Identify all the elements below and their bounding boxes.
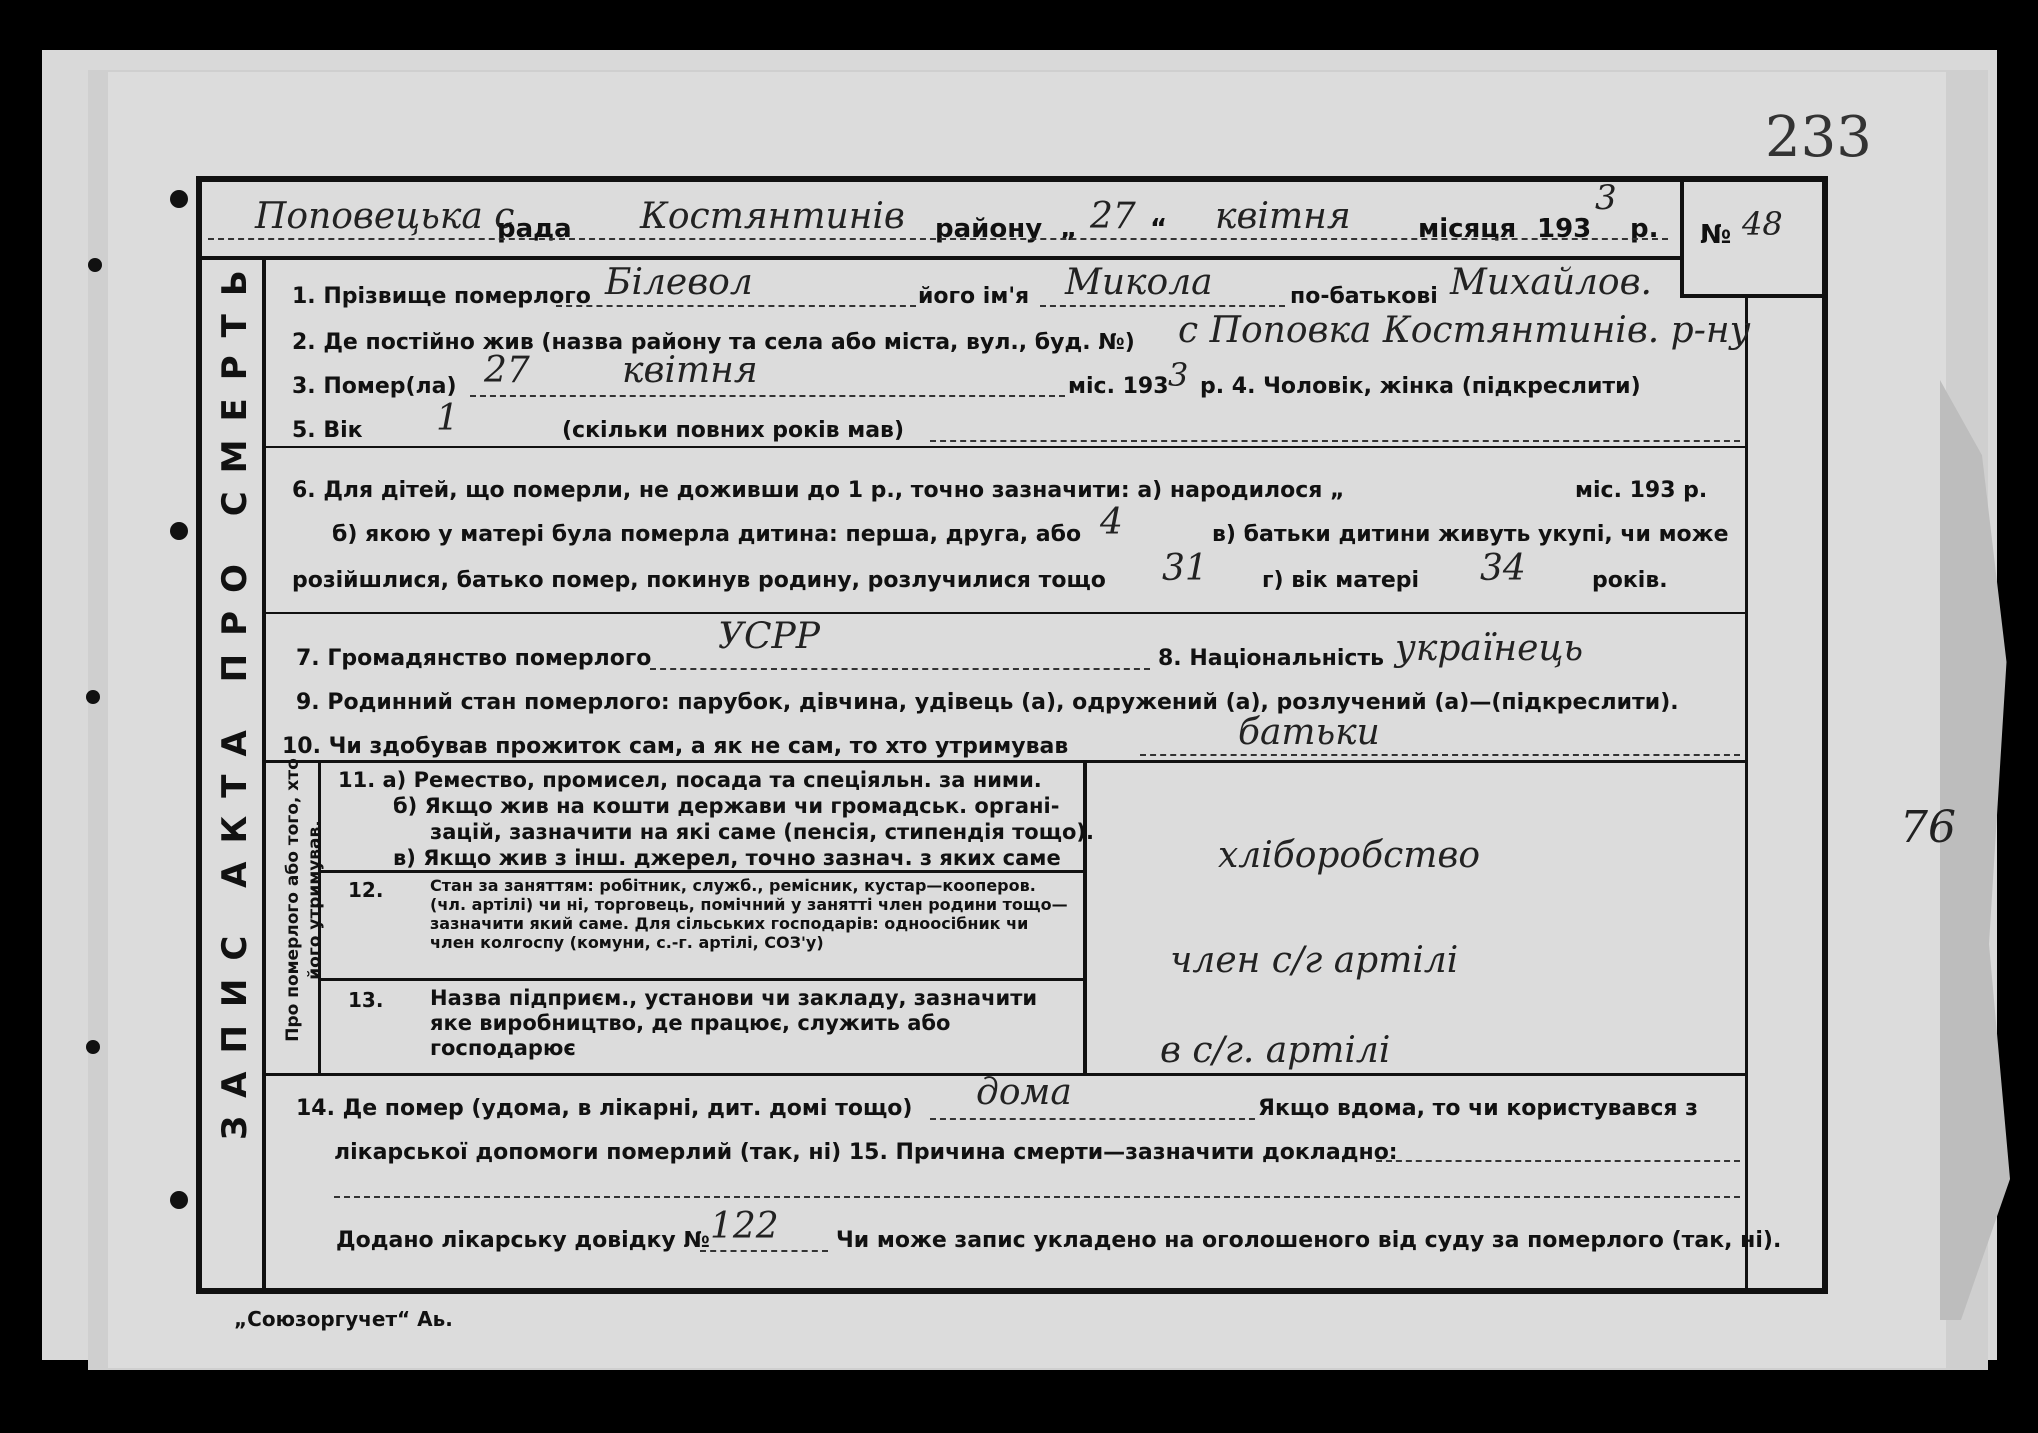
- punch-hole: [170, 190, 188, 208]
- header-divider: [196, 256, 1684, 260]
- f14-label: 14. Де помер (удома, в лікарні, дит. домі тощо): [296, 1096, 913, 1121]
- fill-line: [930, 1118, 1255, 1120]
- name-value: Микола: [1065, 262, 1213, 303]
- number-box-border: [1680, 294, 1828, 298]
- district-handwritten: Костянтинів: [640, 196, 905, 237]
- employment-status-value: член с/г артілі: [1170, 940, 1459, 981]
- name-label: його ім'я: [918, 284, 1030, 309]
- day-handwritten: 27: [1090, 196, 1136, 237]
- f4-sex-label: р. 4. Чоловік, жінка (підкреслити): [1200, 374, 1641, 399]
- f6-line3b: г) вік матері: [1262, 568, 1420, 593]
- f13-number: 13.: [348, 988, 384, 1012]
- f2-label: 2. Де постійно жив (назва району та села або міста, вул., буд. №): [292, 330, 1135, 355]
- f11-line: 11. а) Ремество, промисел, посада та спеціяльн. за ними.: [338, 768, 1042, 792]
- attachment-label: Додано лікарську довідку №: [336, 1228, 710, 1253]
- f6-line2a: б) якою у матері була померла дитина: перша, друга, або: [332, 522, 1082, 547]
- attachment-number: 122: [710, 1206, 779, 1247]
- supporter-value: батьки: [1238, 712, 1380, 753]
- section-divider: [266, 446, 1746, 448]
- place-of-death-value: дома: [976, 1072, 1072, 1113]
- f13-text: Назва підприєм., установи чи закладу, зазначити яке виробництво, де працює, служить або господарює: [430, 986, 1038, 1060]
- punch-hole: [170, 522, 188, 540]
- f11-line: зацій, зазначити на які саме (пенсія, стипендія тощо).: [430, 820, 1094, 844]
- fill-line: [650, 668, 1150, 670]
- side-number: 76: [1900, 802, 1956, 853]
- fill-line: [1376, 1160, 1740, 1162]
- f14-tail: Якщо вдома, то чи користувався з: [1258, 1096, 1698, 1121]
- village-handwritten: Поповецька с: [255, 196, 515, 237]
- year-handwritten: 3: [1595, 178, 1617, 218]
- mother-age-value: 34: [1480, 548, 1526, 589]
- header-fill-line: [208, 238, 1668, 240]
- month-label: місяця: [1418, 214, 1517, 244]
- f5-hint: (скільки повних років мав): [562, 418, 905, 443]
- f5-label: 5. Вік: [292, 418, 363, 443]
- fill-line: [930, 440, 1740, 442]
- f6-line1-tail: міс. 193 р.: [1575, 478, 1708, 503]
- child-order-value: 4: [1100, 502, 1123, 543]
- punch-hole: [86, 1040, 100, 1054]
- citizenship-value: УСРР: [718, 616, 821, 657]
- attachment-tail: Чи може запис укладено на оголошеного від суду за померлого (так, ні).: [836, 1228, 1782, 1253]
- rada-label: рада: [497, 214, 572, 244]
- occupation-value: хліборобство: [1218, 835, 1481, 876]
- f7-label: 7. Громадянство померлого: [296, 646, 652, 671]
- vertical-title-divider: [262, 258, 266, 1292]
- section-divider: [266, 760, 1746, 763]
- fill-line: [1040, 305, 1285, 307]
- f9-marital-status: 9. Родинний стан померлого: парубок, дівчина, удівець (а), одружений (а), розлучений (а)—(підкреслити).: [296, 690, 1679, 715]
- death-year-label: міс. 193: [1068, 374, 1169, 399]
- section-divider: [266, 612, 1746, 614]
- death-day-value: 27: [484, 350, 530, 391]
- f6-line2b: в) батьки дитини живуть укупі, чи може: [1212, 522, 1729, 547]
- f10-label: 10. Чи здобував прожиток сам, а як не сам, то хто утримував: [282, 734, 1069, 759]
- occupation-vertical-subtitle: Про померлого або того, хто його утримував.: [283, 758, 325, 1042]
- residence-value: с Поповка Костянтинів. р-ну: [1178, 310, 1751, 351]
- death-month-value: квітня: [622, 350, 758, 391]
- row-divider: [321, 870, 1085, 873]
- publisher-mark: „Союзоргучет“ Аь.: [234, 1307, 453, 1331]
- vertical-form-title: ЗАПИС АКТА ПРО СМЕРТЬ: [215, 252, 255, 1140]
- f3-label: 3. Помер(ла): [292, 374, 457, 399]
- punch-hole: [170, 1191, 188, 1209]
- fill-line: [470, 395, 1065, 397]
- district-label: району: [935, 214, 1043, 244]
- row-divider: [321, 978, 1085, 981]
- nationality-value: українець: [1395, 628, 1584, 669]
- surname-value: Білевол: [605, 262, 753, 303]
- death-year-value: 3: [1168, 356, 1189, 394]
- occupation-column-divider: [1083, 763, 1087, 1073]
- fill-line: [334, 1196, 1740, 1198]
- number-box-border: [1680, 176, 1684, 296]
- f6-line3c: років.: [1592, 568, 1668, 593]
- fill-line: [556, 305, 916, 307]
- age-value: 1: [436, 398, 459, 439]
- day-close-quote: “: [1150, 214, 1168, 244]
- f12-text: Стан за заняттям: робітник, служб., ремісник, кустар—кооперов. (чл. артілі) чи ні, торговець, помічний у занятті член родини тощо—зазначити який саме. Для сільських господарів: одноосібник чи член колгоспу (комуни, с.-г. артілі, СОЗ'у): [430, 876, 1068, 952]
- f12-number: 12.: [348, 878, 384, 902]
- year-printed: 193: [1537, 214, 1592, 244]
- f8-label: 8. Національність: [1158, 646, 1385, 671]
- patronymic-label: по-батькові: [1290, 284, 1438, 309]
- punch-hole: [86, 690, 100, 704]
- parents-status-value: 31: [1162, 548, 1208, 589]
- f6-line3a: розійшлися, батько помер, покинув родину, розлучилися тощо: [292, 568, 1106, 593]
- year-suffix: р.: [1630, 214, 1659, 244]
- month-handwritten: квітня: [1215, 196, 1351, 237]
- punch-hole: [88, 258, 102, 272]
- record-number-label: №: [1700, 220, 1732, 250]
- f15-line: лікарської допомоги померлий (так, ні) 15. Причина смерти—зазначити докладно:: [334, 1140, 1398, 1165]
- page-number: 233: [1765, 105, 1872, 170]
- f11-line: б) Якщо жив на кошти держави чи громадськ. органі-: [393, 794, 1060, 818]
- f6-line1: 6. Для дітей, що померли, не доживши до 1 р., точно зазначити: а) народилося „: [292, 478, 1345, 503]
- day-open-quote: „: [1060, 214, 1078, 244]
- patronymic-value: Михайлов.: [1450, 262, 1652, 303]
- f1-label: 1. Прізвище померлого: [292, 284, 591, 309]
- record-number-handwritten: 48: [1742, 205, 1783, 243]
- f11-line: в) Якщо жив з інш. джерел, точно зазнач. з яких саме: [393, 846, 1061, 870]
- workplace-value: в с/г. артілі: [1160, 1030, 1391, 1071]
- fill-line: [700, 1250, 828, 1252]
- fill-line: [1140, 754, 1740, 756]
